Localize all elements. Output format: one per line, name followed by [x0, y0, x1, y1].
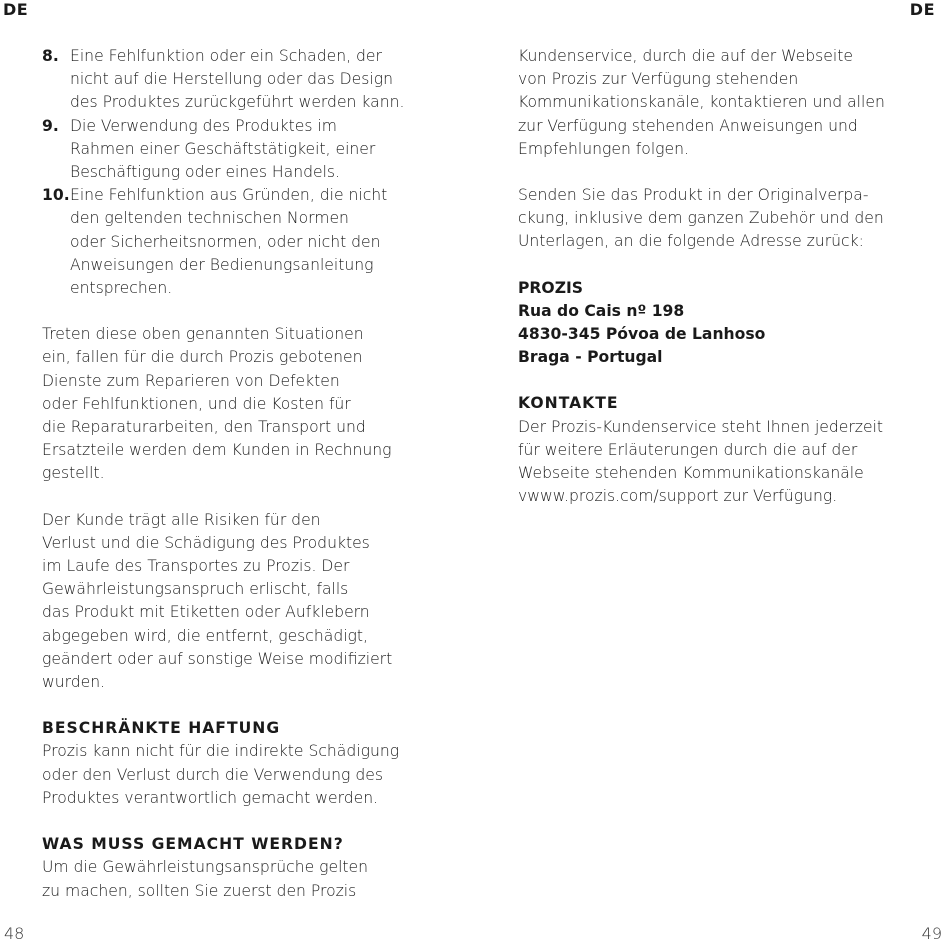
contact-service-paragraph	[518, 45, 918, 161]
limited-liability-heading: BESCHRÄNKTE HAFTUNG	[42, 719, 281, 738]
text-line: Gewährleistungsanspruch erlischt, falls	[42, 580, 349, 599]
text-line: ckung, inklusive dem ganzen Zubehör und den	[518, 209, 884, 228]
text-line: entsprechen.	[70, 279, 173, 298]
text-line: zur Verfügung stehenden Anweisungen und	[518, 116, 858, 135]
what-to-do-heading: WAS MUSS GEMACHT WERDEN?	[42, 835, 344, 854]
text-line: Empfehlungen folgen.	[518, 139, 689, 158]
text-line: Verlust und die Schädigung des Produktes	[42, 533, 370, 552]
text-line: oder Fehlfunktionen, und die Kosten für	[42, 394, 351, 413]
text-line: Eine Fehlfunktion aus Gründen, die nicht	[70, 186, 388, 205]
text-line: ein, fallen für die durch Prozis gebotenen	[42, 348, 363, 367]
text-line: das Produkt mit Etiketten oder Aufklebern	[42, 603, 370, 622]
warranty-exclusion-list	[42, 45, 422, 300]
text-line: oder den Verlust durch die Verwendung des	[42, 765, 383, 784]
text-line: Unterlagen, an die folgende Adresse zurück:	[518, 232, 864, 251]
list-number: 10.	[42, 186, 70, 205]
address-line: PROZIS	[518, 278, 584, 297]
text-line: gestellt.	[42, 464, 105, 483]
text-line: Anweisungen der Bedienungsanleitung	[70, 255, 374, 274]
text-line: zu machen, sollten Sie zuerst den Prozis	[42, 881, 357, 900]
text-line: geändert oder auf sonstige Weise modifiziert	[42, 649, 393, 668]
text-line: Kundenservice, durch die auf der Webseite	[518, 47, 853, 65]
text-line: abgegeben wird, die entfernt, geschädigt,	[42, 626, 368, 645]
text-line: Um die Gewährleistungsansprüche gelten	[42, 858, 369, 877]
text-line: Treten diese oben genannten Situationen	[42, 325, 364, 344]
list-item	[42, 184, 422, 300]
text-line: Der Prozis-Kundenservice steht Ihnen jederzeit	[518, 417, 884, 436]
text-line: Beschäftigung oder eines Handels.	[70, 163, 340, 182]
text-line: Prozis kann nicht für die indirekte Schädigung	[42, 742, 400, 761]
list-text	[70, 115, 422, 185]
language-label-right: DE	[909, 0, 935, 19]
left-column	[42, 45, 422, 903]
contacts-paragraph	[518, 416, 918, 509]
text-line: Ersatzteile werden dem Kunden in Rechnung	[42, 441, 392, 460]
text-line: für weitere Erläuterungen durch die auf der	[518, 440, 858, 459]
return-address	[518, 277, 918, 370]
right-column	[518, 45, 918, 508]
text-line: von Prozis zur Verfügung stehenden	[518, 70, 799, 89]
text-line: Dienste zum Reparieren von Defekten	[42, 371, 340, 390]
list-text	[70, 45, 422, 115]
text-line: vwww.prozis.com/support zur Verfügung.	[518, 487, 838, 506]
list-number: 8.	[42, 47, 59, 65]
text-line: des Produktes zurückgeführt werden kann.	[70, 93, 405, 112]
text-line: Die Verwendung des Produktes im	[70, 116, 337, 135]
limited-liability-paragraph	[42, 740, 422, 810]
address-line: Braga - Portugal	[518, 348, 663, 367]
return-instructions-paragraph	[518, 184, 918, 254]
text-line: oder Sicherheitsnormen, oder nicht den	[70, 232, 381, 251]
address-line: 4830-345 Póvoa de Lanhoso	[518, 325, 766, 344]
page-number-right: 49	[921, 924, 942, 943]
text-line: den geltenden technischen Normen	[70, 209, 349, 228]
list-number: 9.	[42, 116, 59, 135]
page-number-left: 48	[4, 924, 25, 943]
address-line: Rua do Cais nº 198	[518, 301, 685, 320]
what-to-do-paragraph	[42, 856, 422, 902]
text-line: wurden.	[42, 673, 106, 692]
text-line: Kommunikationskanäle, kontaktieren und allen	[518, 93, 885, 112]
text-line: Eine Fehlfunktion oder ein Schaden, der	[70, 47, 382, 65]
text-line: Senden Sie das Produkt in der Originalverpa-	[518, 186, 869, 205]
list-item	[42, 115, 422, 185]
text-line: im Laufe des Transportes zu Prozis. Der	[42, 557, 350, 576]
repair-costs-paragraph	[42, 323, 422, 485]
text-line: nicht auf die Herstellung oder das Design	[70, 70, 393, 89]
transport-risk-paragraph	[42, 509, 422, 695]
list-text	[70, 184, 422, 300]
text-line: Produktes verantwortlich gemacht werden.	[42, 788, 379, 807]
text-line: Webseite stehenden Kommunikationskanäle	[518, 464, 864, 483]
text-line: die Reparaturarbeiten, den Transport und	[42, 418, 366, 437]
list-item	[42, 45, 422, 115]
text-line: Rahmen einer Geschäftstätigkeit, einer	[70, 139, 376, 158]
contacts-heading: KONTAKTE	[518, 394, 619, 413]
language-label-left: DE	[3, 0, 29, 19]
text-line: Der Kunde trägt alle Risiken für den	[42, 510, 321, 529]
